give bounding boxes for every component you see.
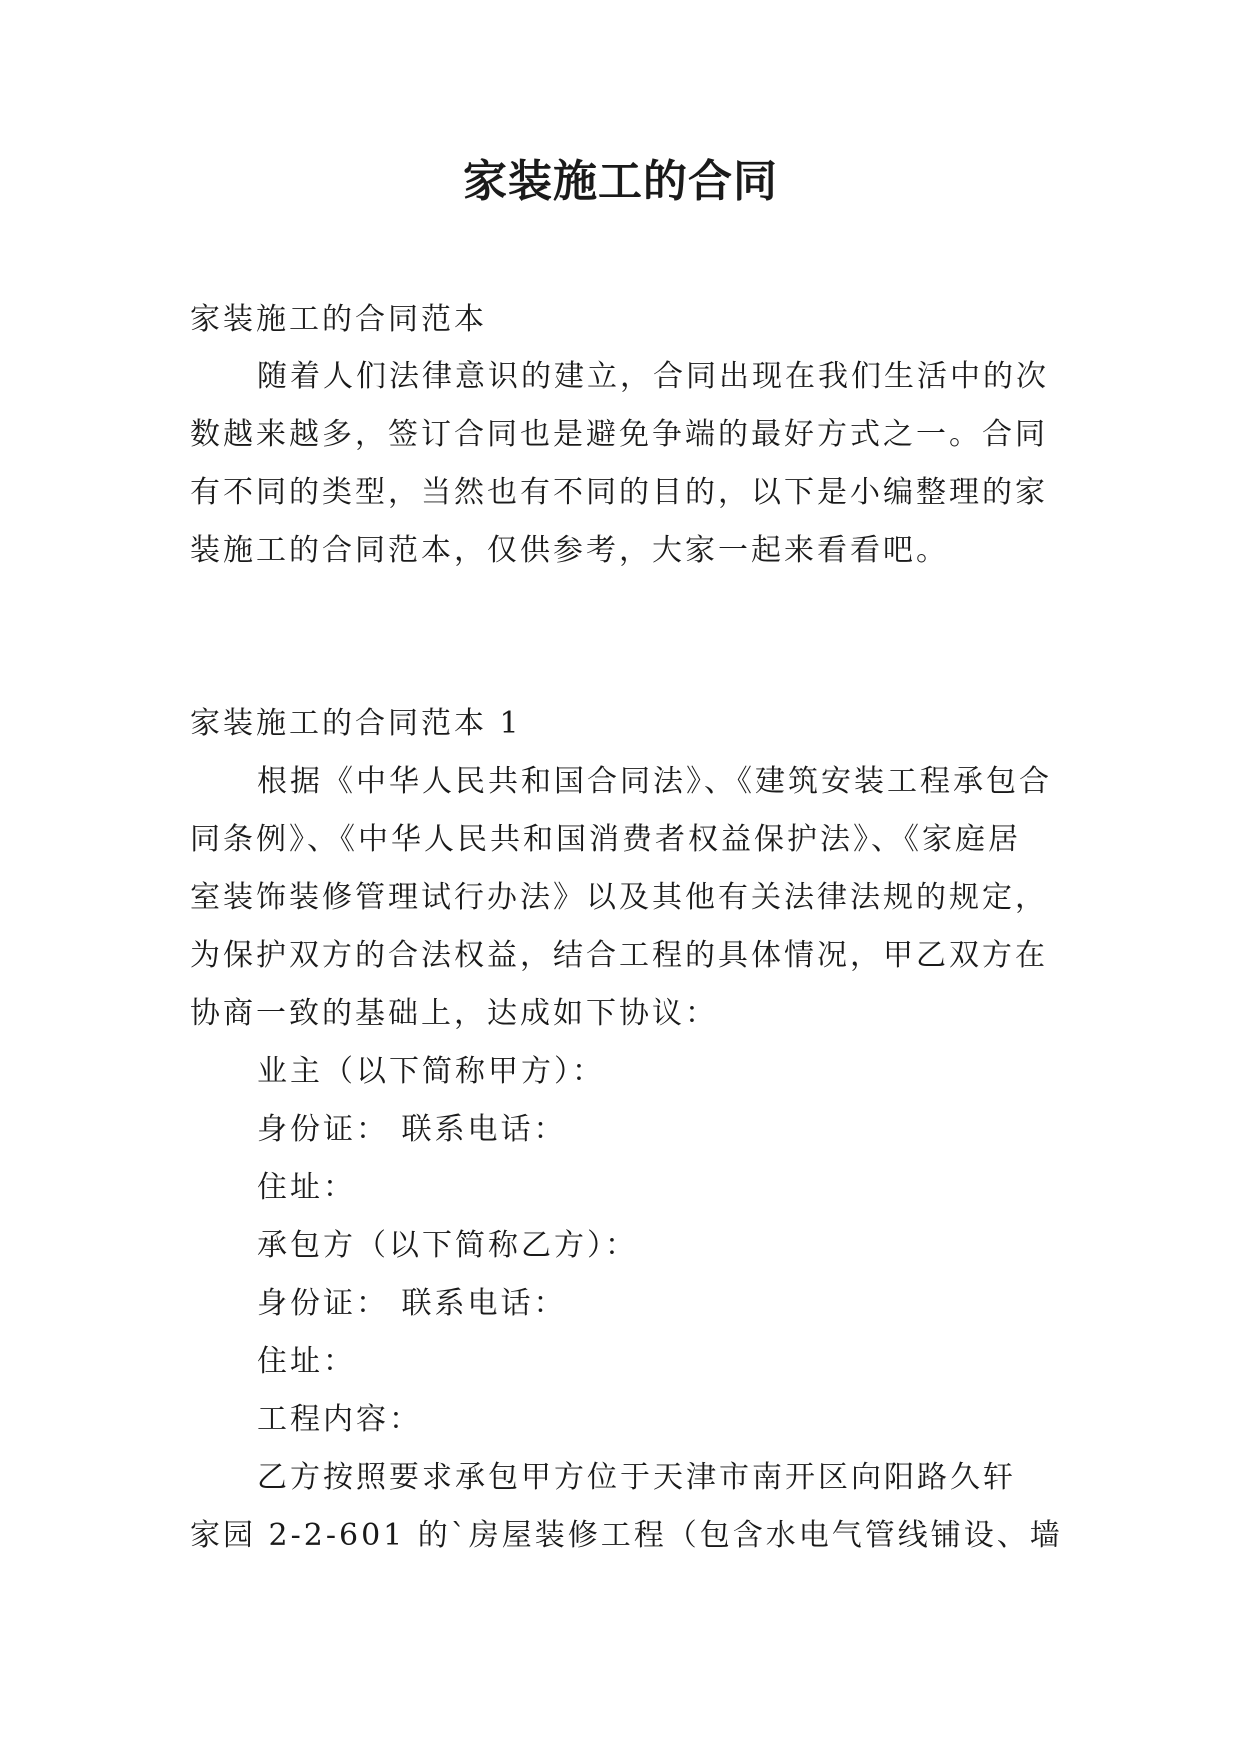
paragraph-line: 协商一致的基础上，达成如下协议： — [190, 996, 718, 1031]
paragraph-line: 乙方按照要求承包甲方位于天津市南开区向阳路久轩 — [257, 1460, 1016, 1495]
paragraph-line: 室装饰装修管理试行办法》以及其他有关法律法规的规定， — [190, 880, 1048, 915]
contract-field: 住址： — [257, 1170, 356, 1205]
contract-field: 业主（以下简称甲方）： — [257, 1054, 605, 1089]
paragraph-line: 有不同的类型，当然也有不同的目的，以下是小编整理的家 — [190, 475, 1048, 510]
section-heading: 家装施工的合同范本 — [190, 302, 487, 337]
section-heading: 家装施工的合同范本 1 — [190, 706, 522, 741]
contract-field: 身份证： 联系电话： — [257, 1112, 567, 1147]
paragraph-line: 随着人们法律意识的建立，合同出现在我们生活中的次 — [257, 359, 1049, 394]
paragraph-line: 同条例》、《中华人民共和国消费者权益保护法》、《家庭居 — [190, 822, 1021, 857]
paragraph-line: 数越来越多，签订合同也是避免争端的最好方式之一。合同 — [190, 417, 1048, 452]
contract-field: 工程内容： — [257, 1402, 422, 1437]
contract-field: 承包方（以下简称乙方）： — [257, 1228, 638, 1263]
paragraph-line: 为保护双方的合法权益，结合工程的具体情况，甲乙双方在 — [190, 938, 1048, 973]
document-title: 家装施工的合同 — [463, 156, 778, 207]
contract-field: 住址： — [257, 1344, 356, 1379]
paragraph-line: 根据《中华人民共和国合同法》、《建筑安装工程承包合 — [257, 764, 1052, 799]
paragraph-line: 装施工的合同范本，仅供参考，大家一起来看看吧。 — [190, 533, 949, 568]
paragraph-line: 家园 2-2-601 的`房屋装修工程（包含水电气管线铺设、墙 — [190, 1518, 1063, 1553]
contract-field: 身份证： 联系电话： — [257, 1286, 567, 1321]
